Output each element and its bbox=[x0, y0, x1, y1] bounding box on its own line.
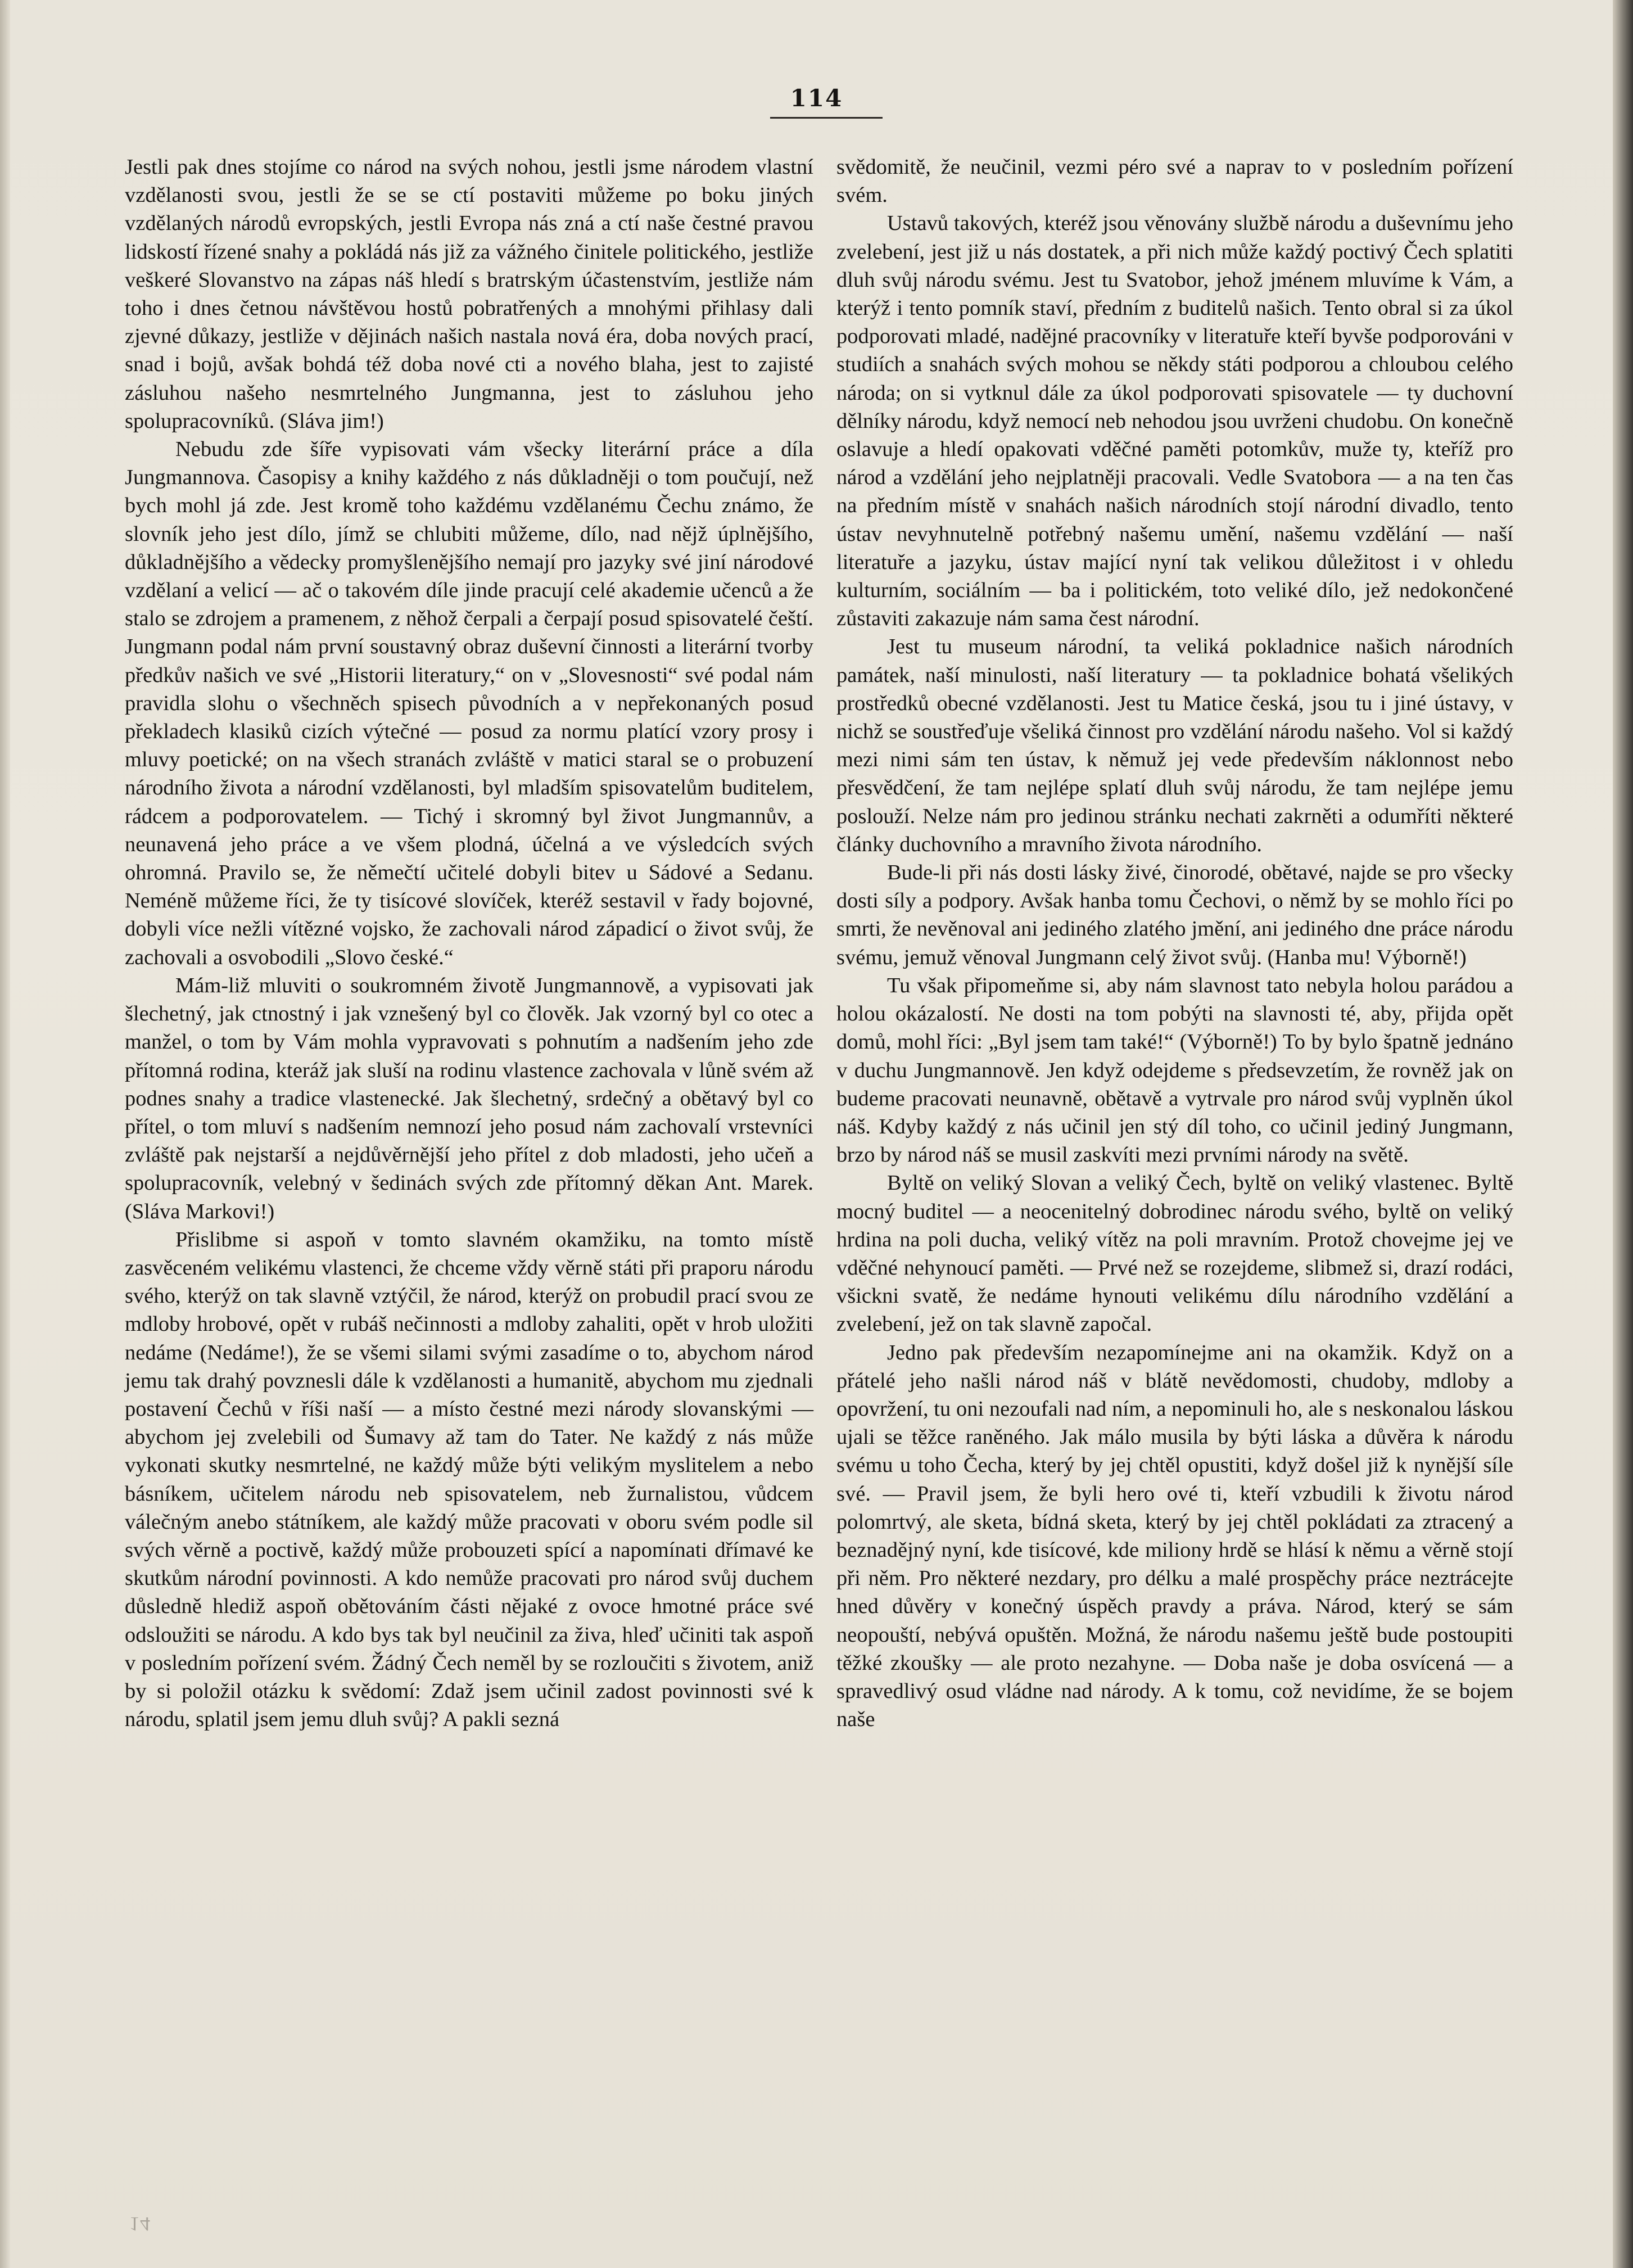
left-paragraph-4: Přislibme si aspoň v tomto slavném okamžiku, na tomto místě zasvěceném velikému vlastenci, že chceme vždy věrně státi při praporu národu svého, kterýž on tak slavně vztýčil, že národ, kterýž on probudil prací svou ze mdloby hrobové, opět v rubáš nečinnosti a mdloby zahaliti, opět v hrob uložiti nedáme (Nedáme!), že se všemi silami svými zasadíme o to, abychom národ jemu tak drahý povznesli dále k vzdělanosti a humanitě, abychom mu zjednali postavení Čechů v říši naší — a místo čestné mezi národy slovanskými — abychom jej zvelebili od Šumavy až tam do Tater. Ne každý z nás může vykonati skutky nesmrtelné, ne každý může býti velikým myslitelem a nebo básníkem, učitelem národu neb spisovatelem, neb žurnalistou, vůdcem válečným anebo státníkem, ale každý může pracovati v oboru svém podle sil svých věrně a poctivě, každý může probouzeti spící a napomínati dřímavé ke skutkům národní povinnosti. A kdo nemůže pracovati pro národ svůj duchem důsledně hlediž aspoň obětováním části nějaké z ovoce hmotné práce své odsloužiti se národu. A kdo bys tak byl neučinil za živa, hleď učiniti tak aspoň v posledním pořízení svém. Žádný Čech neměl by se rozloučiti s životem, aniž by si položil otázku k svědomí: Zdaž jsem učinil zadost povinnosti své k národu, splatil jsem jemu dluh svůj? A pakli sezná bbox=[125, 1227, 813, 1732]
right-paragraph-7: Jedno pak především nezapomínejme ani na okamžik. Když on a přátelé jeho našli národ náš v blátě nevědomosti, chudoby, mdloby a opovržení, tu oni nezoufali nad ním, a nepominuli ho, ale s neskonalou láskou ujali se těžce raněného. Jak málo musila by býti láska a důvěra k národu svému u toho Čecha, který by jej chtěl opustiti, když došel již k nynější síle své. — Pravil jsem, že byli hero ové ti, kteří vzbudili k životu národ polomrtvý, ale sketa, bídná sketa, který by jej chtěl pokládati za ztracený a beznadějný nyní, kde tisícové, kde miliony hrdě se hlásí k němu a věrně stojí při něm. Pro některé nezdary, pro délku a malé prospěchy práce neztrácejte hned důvěry v konečný úspěch pravdy a práva. Národ, který se sám neopouští, nebývá opuštěn. Možná, že národu našemu ještě bude postoupiti těžké zkoušky — ale proto nezahyne. — Doba naše je doba osvícená — a spravedlivý osud vládne nad národy. A k tomu, což nevidíme, že se bojem naše bbox=[836, 1340, 1513, 1732]
right-paragraph-1: svědomitě, že neučinil, vezmi péro své a naprav to v posledním pořízení svém. bbox=[836, 155, 1513, 207]
right-paragraph-5: Tu však připomeňme si, aby nám slavnost tato nebyla holou parádou a holou okázalostí. Ne dosti na tom pobýti na slavnosti té, aby, přijda opět domů, mohl říci: „Byl jsem tam také!“ (Výborně!) To by bylo špatně jednáno v duchu Jungmannově. Jen když odejdeme s předsevzetím, že rovněž jak on budeme pracovati neunavně, obětavě a vytrvale pro národ svůj vyplněn úkol náš. Kdyby každý z nás učinil jen stý díl toho, co učinil jediný Jungmann, brzo by národ náš se musil zaskvíti mezi prvními národy na světě. bbox=[836, 973, 1513, 1167]
right-paragraph-3: Jest tu museum národní, ta veliká pokladnice našich národních památek, naší minulosti, naší literatury — ta pokladnice bohatá všelikých prostředků obecné vzdělanosti. Jest tu Matice česká, jsou tu i jiné ústavy, v nichž se soustřeďuje všeliká činnost pro vzdělání národu našeho. Vol si každý mezi nimi sám ten ústav, k němuž jej vede především náklonnost nebo přesvědčení, že tam nejlépe splatí dluh svůj národu, že tam nejlépe jemu poslouží. Nelze nám pro jedinou stránku nechati zakrněti a odumříti některé články duchovního a mravního života národního. bbox=[836, 635, 1513, 856]
left-paragraph-3: Mám-liž mluviti o soukromném životě Jungmannově, a vypisovati jak šlechetný, jak ctnostný i jak vznešený byl co člověk. Jak vzorný byl co otec a manžel, o tom by Vám mohla vypravovati s pohnutím a nadšením jeho zde přítomná rodina, kteráž jak sluší na rodinu vlastence zachovala v lůně svém až podnes snahy a tradice vlastenecké. Jak šlechetný, srdečný a obětavý byl co přítel, o tom mluví s nadšením nemnozí jeho posud nám zachovalí vrstevníci zvláště pak nejstarší a nejdůvěrnější jeho přítel z dob mladosti, jeho učeň a spolupracovník, velebný v šedinách svých zde přítomný děkan Ant. Marek. (Sláva Markovi!) bbox=[125, 973, 813, 1223]
page-right-edge-shadow bbox=[1613, 0, 1633, 2268]
right-column bbox=[836, 153, 1513, 1733]
page-number-rule bbox=[770, 117, 883, 119]
right-paragraph-6: Byltě on veliký Slovan a veliký Čech, byltě on veliký vlastenec. Byltě mocný buditel — a neocenitelný dobrodinec národu svého, byltě on veliký hrdina na poli ducha, veliký vítěz na poli mravním. Protož chovejme jej ve vděčné nehynoucí paměti. — Prvé než se rozejdeme, slibmež si, drazí rodáci, všickni svatě, že nedáme hynouti velikému dílu národního vzdělání a zvelebení, jež on tak slavně započal. bbox=[836, 1171, 1513, 1336]
left-column bbox=[125, 153, 813, 1733]
page-number: 114 bbox=[790, 84, 843, 112]
left-paragraph-1: Jestli pak dnes stojíme co národ na svých nohou, jestli jsme národem vlastní vzdělanosti svou, jestli že se se ctí postaviti můžeme po boku jiných vzdělaných národů evropských, jestli Evropa nás zná a ctí naše čestné pravou lidskostí řízené snahy a pokládá nás již za vážného činitele politického, jestliže veškeré Slovanstvo na zápas náš hledí s bratrským účastenstvím, jestliže nám toho i dnes četnou návštěvou hostů pobratřených a mnohými přihlasy dali zjevné důkazy, jestliže v dějinách našich nastala nová éra, doba nových prací, snad i bojů, avšak bohdá též doba nové cti a nového blaha, jest to zajisté zásluhou našeho nesmrtelného Jungmanna, jest to zásluhou jeho spolupracovníků. (Sláva jim!) bbox=[125, 155, 813, 433]
page-left-edge bbox=[0, 0, 10, 2268]
right-paragraph-2: Ustavů takových, kteréž jsou věnovány službě národu a duševnímu jeho zvelebení, jest již u nás dostatek, a při nich může každý poctivý Čech splatiti dluh svůj národu svému. Jest tu Svatobor, jehož jménem mluvíme k Vám, a kterýž i tento pomník staví, předním z buditelů našich. Tento obral si za úkol podporovati mladé, nadějné pracovníky v literatuře kteří byvše podporováni v studiích a snahách svých mohou se někdy státi podporou a chloubou celého národa; on si vytknul dále za úkol podporovati spisovatele — ty duchovní dělníky národu, když nemocí neb nehodou jsou uvrženi chudobu. On konečně oslavuje a hledí opakovati vděčné paměti potomkův, muže ty, kteříž pro národ a vzdělání jeho nejplatněji pracovali. Vedle Svatobora — a na ten čas na předním místě v snahách našich národních stojí národní divadlo, tento ústav nevyhnutelně potřebný našemu umění, našemu vzdělání — naší literatuře a jazyku, ústav mající nyní tak velikou důležitost i v ohledu kulturním, sociálním — ba i politickém, toto veliké dílo, jež nedokončené zůstaviti zakazuje nám sama čest národní. bbox=[836, 211, 1513, 631]
left-paragraph-2: Nebudu zde šíře vypisovati vám všecky literární práce a díla Jungmannova. Časopisy a knihy každého z nás důkladněji o tom poučují, než bych mohl já zde. Jest kromě toho každému vzdělanému Čechu známo, že slovník jeho jest dílo, jímž se chlubiti můžeme, dílo, nad nějž úplnějšího, důkladnějšího a vědecky promyšlenějšího nemají pro jazyky své jiní národové vzdělaní a velicí — ač o takovém díle jinde pracují celé akademie učenců a že stalo se zdrojem a pramenem, z něhož čerpali a čerpají posud spisovatelé čeští. Jungmann podal nám první soustavný obraz duševní činnosti a literární tvorby předkův našich ve své „Historii literatury,“ on v „Slovesnosti“ své podal nám pravidla slohu o všechněch spisech původních a v nepřekonaných posud překladech klasiků cizích výtečné — posud za normu platící vzory prosy i mluvy poetické; on na všech stranách zvláště v matici staral se o probuzení národního života a národní vzdělanosti, byl mladším spisovatelům buditelem, rádcem a podporovatelem. — Tichý i skromný byl život Jungmannův, a neunavená jeho práce a ve všem plodná, účelná a ve výsledcích svých ohromná. Pravilo se, že němečtí učitelé dobyli bitev u Sádové a Sedanu. Neméně můžeme říci, že ty tisícové slovíček, kteréž sestavil v řady bojovné, dobyli více nežli vítězné vojsko, že zachovali národ západicí o život svůj, že zachovali a osvobodili „Slovo české.“ bbox=[125, 437, 813, 969]
bleed-through-page-number: 14 bbox=[129, 2213, 151, 2235]
right-paragraph-4: Bude-li při nás dosti lásky živé, činorodé, obětavé, najde se pro všecky dosti síly a podpory. Avšak hanba tomu Čechovi, o němž by se mohlo říci po smrti, že nevěnoval ani jediného zlatého jmění, ani jediného dne práce národu svému, jemuž věnoval Jungmann celý život svůj. (Hanba mu! Výborně!) bbox=[836, 861, 1513, 969]
